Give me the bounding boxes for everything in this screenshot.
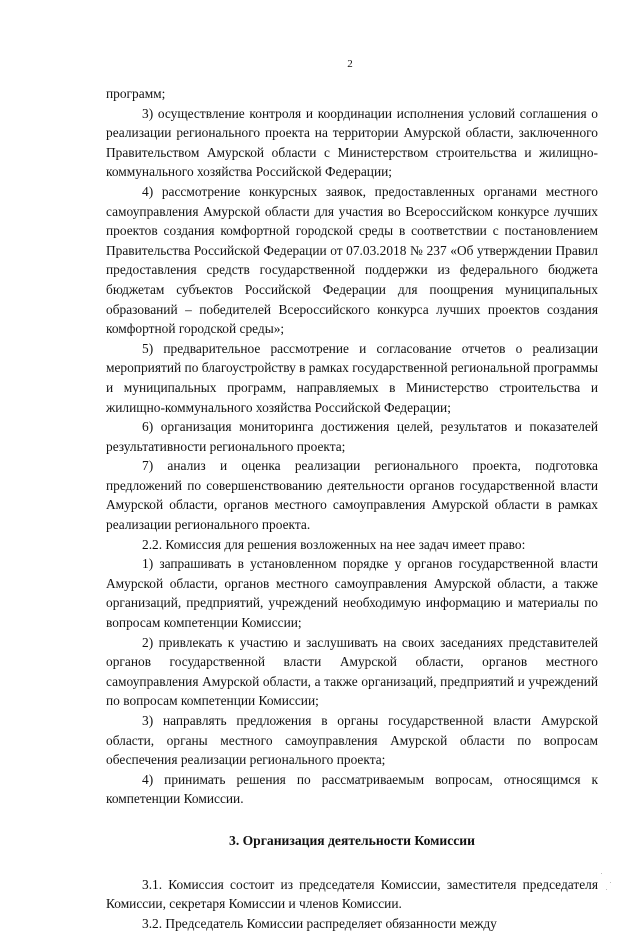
paragraph: 3) направлять предложения в органы государственной власти Амурской области, органы местного самоуправления Амурской области по вопросам обеспечения реализации регионального проекта; bbox=[106, 713, 598, 768]
paragraph: 5) предварительное рассмотрение и согласование отчетов о реализации мероприятий по благоустройству в рамках государственной региональной программы и муниципальных программ, направляемых в Министерство строительства и жилищно-коммунального хозяйства Российской Федерации; bbox=[106, 340, 598, 415]
paragraph: 7) анализ и оценка реализации регионального проекта, подготовка предложений по совершенствованию деятельности органов государственной власти Амурской области, органов местного самоуправления Амурской области в рамках реализации регионального проекта. bbox=[106, 458, 598, 533]
scan-speck bbox=[610, 882, 611, 883]
paragraph: 3.2. Председатель Комиссии распределяет обязанности между bbox=[142, 915, 497, 931]
section-heading: 3. Организация деятельности Комиссии bbox=[229, 832, 475, 848]
document-body bbox=[106, 84, 598, 933]
paragraph: программ; bbox=[106, 86, 166, 101]
paragraph: 2) привлекать к участию и заслушивать на своих заседаниях представителей органов государственной власти Амурской области, органов местного самоуправления Амурской области, а также организаций, предприятий и учреждений по вопросам компетенции Комиссии; bbox=[106, 634, 598, 709]
paragraph: 1) запрашивать в установленном порядке у органов государственной власти Амурской области, органов местного самоуправления Амурской области, а также организаций, предприятий, учреждений необходимую информацию и материалы по вопросам компетенции Комиссии; bbox=[106, 556, 598, 631]
paragraph: 6) организация мониторинга достижения целей, результатов и показателей результативности регионального проекта; bbox=[106, 419, 598, 454]
paragraph: 3) осуществление контроля и координации исполнения условий соглашения о реализации регионального проекта на территории Амурской области, заключенного Правительством Амурской области с Министерством строительства и жилищно-коммунального хозяйства Российской Федерации; bbox=[106, 105, 598, 180]
paragraph: 4) принимать решения по рассматриваемым вопросам, относящимся к компетенции Комиссии. bbox=[106, 771, 598, 807]
scan-speck bbox=[606, 889, 607, 890]
scan-speck bbox=[601, 873, 602, 874]
page-number: 2 bbox=[347, 58, 353, 70]
paragraph: 2.2. Комиссия для решения возложенных на нее задач имеет право: bbox=[142, 536, 526, 552]
paragraph: 3.1. Комиссия состоит из председателя Комиссии, заместителя председателя Комиссии, секретаря Комиссии и членов Комиссии. bbox=[106, 876, 598, 912]
paragraph: 4) рассмотрение конкурсных заявок, предоставленных органами местного самоуправления Амурской области для участия во Всероссийском конкурсе лучших проектов создания комфортной городской среды в соответствии с постановлением Правительства Российской Федерации от 07.03.2018 № 237 «Об утверждении Правил предоставления средств государственной поддержки из федерального бюджета бюджетам субъектов Российской Федерации для поощрения муниципальных образований – победителей Всероссийского конкурса лучших проектов создания комфортной городской среды»; bbox=[106, 183, 598, 337]
